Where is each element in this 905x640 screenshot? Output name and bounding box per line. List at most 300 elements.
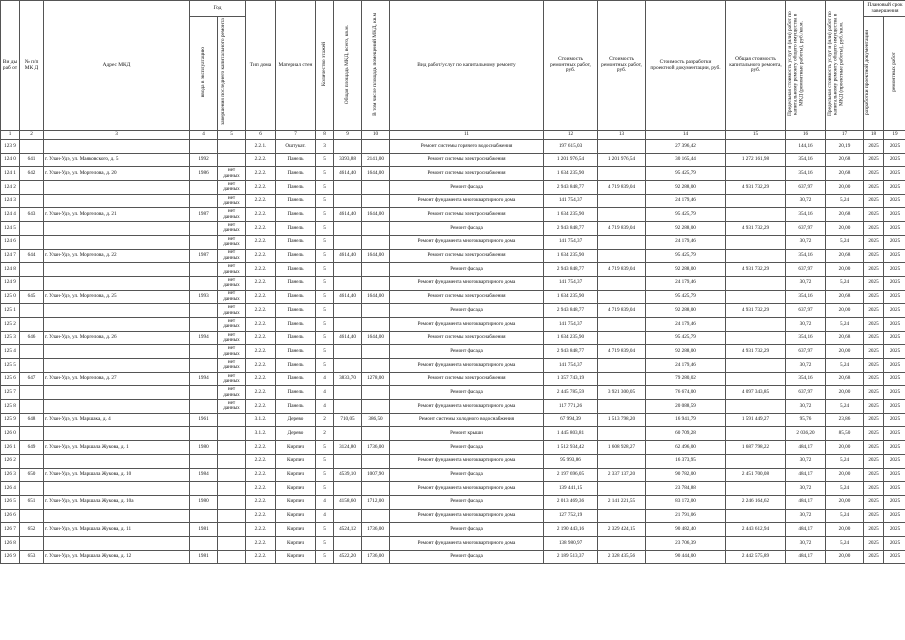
- cell-limit-cost-1: 30,72: [786, 509, 826, 523]
- cell-limit-cost-2: 20,68: [826, 290, 864, 304]
- cell-premises-area: [362, 386, 390, 400]
- cell-premises-area: [362, 181, 390, 195]
- cell-repair-cost: 141 754,37: [544, 235, 598, 249]
- cell-total-area: 3124,80: [334, 441, 362, 455]
- cell-limit-cost-1: 30,72: [786, 400, 826, 414]
- cell-limit-cost-1: 637,97: [786, 181, 826, 195]
- cell-design-cost: 90 782,00: [646, 468, 726, 482]
- cell-plan-repair: 2025: [884, 413, 905, 427]
- cell-total-cost: [726, 208, 786, 222]
- cell-repair-cost: 2 189 513,37: [544, 550, 598, 564]
- cell-repair-cost-2: [598, 427, 646, 441]
- cell-year-built: [190, 317, 218, 331]
- header-plan-repair-text: ремонтных работ: [891, 52, 898, 93]
- cell-limit-cost-1: 30,72: [786, 317, 826, 331]
- cell-house-type: 2.2.2.: [246, 359, 276, 373]
- cell-limit-cost-1: 354,16: [786, 208, 826, 222]
- cell-limit-cost-1: 95,76: [786, 413, 826, 427]
- cell-plan-repair: 2025: [884, 400, 905, 414]
- cell-total-area: 4614,40: [334, 290, 362, 304]
- cell-num-mkd: 643: [20, 208, 44, 222]
- cell-limit-cost-1: 30,72: [786, 359, 826, 373]
- cell-floors: 5: [316, 550, 334, 564]
- cell-repair-cost: 141 754,37: [544, 359, 598, 373]
- cell-limit-cost-2: 20,68: [826, 167, 864, 181]
- cell-total-area: [334, 222, 362, 236]
- cell-work-type: Ремонт системы электроснабжения: [390, 372, 544, 386]
- cell-year-built: [190, 222, 218, 236]
- cell-year-built: 1992: [190, 153, 218, 167]
- header-plan-repair: [884, 17, 905, 131]
- cell-year-built: [190, 304, 218, 318]
- cell-repair-cost-2: [598, 331, 646, 345]
- header-plan-group: Плановый срок завершения: [864, 1, 905, 17]
- cell-year-last-repair: [218, 413, 246, 427]
- cell-total-area: [334, 140, 362, 154]
- cell-total-cost: 4 931 732,29: [726, 263, 786, 277]
- header-plan-design-text: разработки проектной документации: [864, 29, 870, 115]
- column-number-cell: 5: [218, 131, 246, 140]
- cell-year-last-repair: [218, 509, 246, 523]
- cell-year-last-repair: нет данных: [218, 208, 246, 222]
- cell-repair-cost-2: 4 719 839,04: [598, 304, 646, 318]
- cell-total-cost: [726, 509, 786, 523]
- cell-premises-area: [362, 317, 390, 331]
- cell-address: [44, 194, 190, 208]
- cell-vid-rabot: 125 1: [1, 304, 20, 318]
- cell-floors: 4: [316, 386, 334, 400]
- cell-vid-rabot: 126 5: [1, 495, 20, 509]
- cell-repair-cost-2: [598, 482, 646, 496]
- cell-vid-rabot: 126 6: [1, 509, 20, 523]
- cell-limit-cost-2: 85,50: [826, 427, 864, 441]
- table-row: [1, 427, 905, 441]
- cell-address: г. Улан-Удэ, ул. Моргелова, д. 20: [44, 167, 190, 181]
- cell-plan-repair: 2025: [884, 372, 905, 386]
- cell-total-cost: 2 451 700,08: [726, 468, 786, 482]
- cell-limit-cost-1: 484,17: [786, 550, 826, 564]
- cell-vid-rabot: 124 5: [1, 222, 20, 236]
- cell-wall-material: Панель: [276, 194, 316, 208]
- cell-wall-material: Панель: [276, 181, 316, 195]
- cell-house-type: 2.2.2.: [246, 317, 276, 331]
- cell-year-built: [190, 509, 218, 523]
- cell-work-type: Ремонт фундамента многоквартирного дома: [390, 235, 544, 249]
- header-limit-cost-2-text: Предельная стоимость услуг и (или) работ по капитальному ремонту общего имущества в МКД (проектные работы), руб./кв.м.: [826, 11, 844, 117]
- cell-repair-cost: 141 754,37: [544, 194, 598, 208]
- cell-address: [44, 304, 190, 318]
- cell-year-built: 1994: [190, 372, 218, 386]
- cell-total-area: [334, 345, 362, 359]
- table-row: [1, 400, 905, 414]
- cell-design-cost: 62 496,00: [646, 441, 726, 455]
- cell-wall-material: Панель: [276, 208, 316, 222]
- column-number-cell: 11: [390, 131, 544, 140]
- cell-plan-design: 2025: [864, 167, 884, 181]
- cell-vid-rabot: 124 8: [1, 263, 20, 277]
- table-row: [1, 208, 905, 222]
- cell-year-last-repair: [218, 550, 246, 564]
- cell-plan-design: 2025: [864, 263, 884, 277]
- cell-vid-rabot: 124 4: [1, 208, 20, 222]
- cell-year-built: [190, 536, 218, 550]
- cell-total-cost: 2 246 164,62: [726, 495, 786, 509]
- cell-repair-cost: 2 445 785,59: [544, 386, 598, 400]
- cell-work-type: Ремонт фасада: [390, 386, 544, 400]
- cell-limit-cost-2: 20,19: [826, 140, 864, 154]
- cell-year-built: 1987: [190, 249, 218, 263]
- cell-work-type: Ремонт крыши: [390, 427, 544, 441]
- cell-year-built: [190, 427, 218, 441]
- cell-total-cost: [726, 454, 786, 468]
- cell-total-cost: 1 272 161,98: [726, 153, 786, 167]
- cell-limit-cost-2: 20,00: [826, 263, 864, 277]
- table-row: [1, 235, 905, 249]
- column-number-row: [1, 131, 905, 140]
- cell-limit-cost-1: 2 036,20: [786, 427, 826, 441]
- cell-num-mkd: 641: [20, 153, 44, 167]
- cell-wall-material: Кирпич: [276, 550, 316, 564]
- cell-plan-design: 2025: [864, 509, 884, 523]
- cell-year-built: [190, 140, 218, 154]
- cell-total-cost: 4 931 732,29: [726, 345, 786, 359]
- cell-plan-repair: 2025: [884, 208, 905, 222]
- cell-year-last-repair: [218, 523, 246, 537]
- cell-design-cost: 20 088,59: [646, 400, 726, 414]
- cell-limit-cost-1: 484,17: [786, 468, 826, 482]
- column-number-cell: 4: [190, 131, 218, 140]
- cell-vid-rabot: 124 3: [1, 194, 20, 208]
- cell-limit-cost-2: 20,68: [826, 208, 864, 222]
- cell-work-type: Ремонт системы электроснабжения: [390, 167, 544, 181]
- cell-plan-repair: 2025: [884, 441, 905, 455]
- cell-work-type: Ремонт фундамента многоквартирного дома: [390, 454, 544, 468]
- cell-floors: 5: [316, 482, 334, 496]
- header-floors: [316, 1, 334, 131]
- cell-vid-rabot: 126 8: [1, 536, 20, 550]
- cell-design-cost: 92 288,00: [646, 345, 726, 359]
- cell-year-last-repair: [218, 468, 246, 482]
- cell-address: г. Улан-Удэ, ул. Маршала Жукова, д. 10: [44, 468, 190, 482]
- table-row: [1, 153, 905, 167]
- cell-vid-rabot: 124 1: [1, 167, 20, 181]
- cell-vid-rabot: 125 0: [1, 290, 20, 304]
- cell-total-area: [334, 276, 362, 290]
- cell-year-built: [190, 276, 218, 290]
- cell-total-area: 4524,12: [334, 523, 362, 537]
- cell-work-type: Ремонт системы электроснабжения: [390, 290, 544, 304]
- cell-limit-cost-1: 484,17: [786, 523, 826, 537]
- header-total-cost: Общая стоимость капитального ремонта, руб.: [726, 1, 786, 131]
- cell-limit-cost-2: 20,00: [826, 386, 864, 400]
- cell-work-type: Ремонт системы электроснабжения: [390, 249, 544, 263]
- cell-num-mkd: [20, 304, 44, 318]
- table-row: [1, 249, 905, 263]
- cell-house-type: 2.2.2.: [246, 523, 276, 537]
- cell-floors: 5: [316, 468, 334, 482]
- cell-limit-cost-2: 5,24: [826, 400, 864, 414]
- cell-total-cost: 4 931 732,29: [726, 304, 786, 318]
- cell-address: г. Улан-Удэ, ул. Моргелова, д. 26: [44, 331, 190, 345]
- cell-floors: 2: [316, 413, 334, 427]
- cell-plan-design: 2025: [864, 290, 884, 304]
- cell-repair-cost: 2 197 696,05: [544, 468, 598, 482]
- column-number-cell: 12: [544, 131, 598, 140]
- cell-plan-repair: 2025: [884, 235, 905, 249]
- cell-plan-design: 2025: [864, 194, 884, 208]
- cell-premises-area: 1712,00: [362, 495, 390, 509]
- cell-vid-rabot: 126 1: [1, 441, 20, 455]
- cell-premises-area: 1644,00: [362, 331, 390, 345]
- cell-premises-area: 1644,00: [362, 208, 390, 222]
- cell-repair-cost: 2 943 848,77: [544, 181, 598, 195]
- table-row: [1, 509, 905, 523]
- cell-num-mkd: 650: [20, 468, 44, 482]
- table-row: [1, 290, 905, 304]
- cell-total-area: 710,05: [334, 413, 362, 427]
- cell-num-mkd: [20, 194, 44, 208]
- cell-total-cost: [726, 400, 786, 414]
- cell-year-last-repair: нет данных: [218, 276, 246, 290]
- cell-total-cost: [726, 290, 786, 304]
- cell-year-last-repair: нет данных: [218, 249, 246, 263]
- cell-limit-cost-2: 20,68: [826, 153, 864, 167]
- header-year-last-repair-text: завершения последнего капитального ремонта: [219, 18, 226, 126]
- cell-year-last-repair: нет данных: [218, 263, 246, 277]
- cell-total-area: 3393,88: [334, 153, 362, 167]
- cell-repair-cost-2: [598, 167, 646, 181]
- cell-total-area: 4614,40: [334, 167, 362, 181]
- cell-premises-area: [362, 454, 390, 468]
- cell-repair-cost: 138 980,97: [544, 536, 598, 550]
- table-row: [1, 386, 905, 400]
- cell-address: г. Улан-Удэ, ул. Моргелова, д. 22: [44, 249, 190, 263]
- cell-total-area: [334, 454, 362, 468]
- cell-repair-cost: 1 634 235,90: [544, 208, 598, 222]
- cell-address: [44, 536, 190, 550]
- table-body: [1, 140, 905, 564]
- cell-address: г. Улан-Удэ, ул. Моргелова, д. 25: [44, 290, 190, 304]
- cell-vid-rabot: 126 3: [1, 468, 20, 482]
- cell-plan-design: 2025: [864, 304, 884, 318]
- cell-work-type: Ремонт системы электроснабжения: [390, 208, 544, 222]
- cell-design-cost: 92 288,00: [646, 222, 726, 236]
- cell-vid-rabot: 126 4: [1, 482, 20, 496]
- cell-wall-material: Панель: [276, 263, 316, 277]
- cell-year-last-repair: [218, 153, 246, 167]
- cell-limit-cost-2: 20,00: [826, 495, 864, 509]
- cell-house-type: 2.2.2.: [246, 331, 276, 345]
- cell-address: [44, 345, 190, 359]
- cell-num-mkd: 653: [20, 550, 44, 564]
- cell-limit-cost-1: 637,97: [786, 304, 826, 318]
- cell-floors: 5: [316, 454, 334, 468]
- cell-total-area: [334, 181, 362, 195]
- cell-num-mkd: 646: [20, 331, 44, 345]
- cell-house-type: 2.2.2.: [246, 386, 276, 400]
- cell-total-area: 4614,40: [334, 208, 362, 222]
- cell-limit-cost-1: 30,72: [786, 536, 826, 550]
- cell-repair-cost: 1 634 235,90: [544, 331, 598, 345]
- table-row: [1, 345, 905, 359]
- cell-year-built: [190, 400, 218, 414]
- cell-design-cost: 92 288,00: [646, 181, 726, 195]
- cell-house-type: 2.2.2.: [246, 509, 276, 523]
- cell-limit-cost-2: 5,24: [826, 509, 864, 523]
- cell-plan-repair: 2025: [884, 427, 905, 441]
- header-premises-area: [362, 1, 390, 131]
- header-design-cost: Стоимость разработки проектной документации, руб.: [646, 1, 726, 131]
- cell-year-last-repair: нет данных: [218, 345, 246, 359]
- cell-plan-repair: 2025: [884, 482, 905, 496]
- cell-total-area: [334, 304, 362, 318]
- cell-year-last-repair: нет данных: [218, 222, 246, 236]
- cell-num-mkd: [20, 400, 44, 414]
- cell-num-mkd: 647: [20, 372, 44, 386]
- cell-limit-cost-1: 354,16: [786, 249, 826, 263]
- cell-limit-cost-1: 637,97: [786, 263, 826, 277]
- cell-address: [44, 482, 190, 496]
- cell-plan-repair: 2025: [884, 536, 905, 550]
- cell-wall-material: Панель: [276, 235, 316, 249]
- cell-wall-material: Панель: [276, 167, 316, 181]
- cell-plan-repair: 2025: [884, 550, 905, 564]
- header-limit-cost-1-text: Предельная стоимость услуг и (или) работ по капитальному ремонту общего имущества в МКД (ремонтные работы), руб./кв.м.: [786, 11, 804, 117]
- cell-wall-material: Панель: [276, 249, 316, 263]
- cell-year-built: [190, 194, 218, 208]
- cell-floors: 2: [316, 427, 334, 441]
- cell-premises-area: 1278,00: [362, 372, 390, 386]
- cell-design-cost: 83 172,00: [646, 495, 726, 509]
- cell-plan-repair: 2025: [884, 290, 905, 304]
- cell-premises-area: [362, 140, 390, 154]
- cell-total-area: 4522,20: [334, 550, 362, 564]
- cell-year-last-repair: [218, 536, 246, 550]
- cell-limit-cost-2: 5,24: [826, 276, 864, 290]
- cell-plan-design: 2025: [864, 331, 884, 345]
- cell-address: [44, 386, 190, 400]
- cell-plan-design: 2025: [864, 208, 884, 222]
- cell-total-cost: 1 687 798,22: [726, 441, 786, 455]
- cell-total-cost: [726, 249, 786, 263]
- cell-repair-cost-2: [598, 194, 646, 208]
- column-number-cell: 6: [246, 131, 276, 140]
- table-row: [1, 263, 905, 277]
- cell-repair-cost: 2 943 848,77: [544, 345, 598, 359]
- cell-plan-design: 2025: [864, 235, 884, 249]
- cell-address: г. Улан-Удэ, ул. Маршала Жукова, д. 1: [44, 441, 190, 455]
- cell-address: [44, 359, 190, 373]
- cell-floors: 5: [316, 208, 334, 222]
- cell-plan-repair: 2025: [884, 181, 905, 195]
- cell-design-cost: 21 791,06: [646, 509, 726, 523]
- table-row: [1, 454, 905, 468]
- cell-total-area: [334, 194, 362, 208]
- cell-house-type: 2.2.2.: [246, 194, 276, 208]
- cell-limit-cost-1: 637,97: [786, 386, 826, 400]
- cell-design-cost: 90 482,40: [646, 523, 726, 537]
- cell-vid-rabot: 124 0: [1, 153, 20, 167]
- cell-plan-design: 2025: [864, 468, 884, 482]
- cell-repair-cost-2: 4 719 839,04: [598, 345, 646, 359]
- table-row: [1, 523, 905, 537]
- cell-house-type: 2.2.2.: [246, 249, 276, 263]
- cell-total-cost: [726, 276, 786, 290]
- cell-premises-area: 1736,00: [362, 441, 390, 455]
- cell-floors: 4: [316, 372, 334, 386]
- table-row: [1, 222, 905, 236]
- cell-design-cost: 95 425,79: [646, 290, 726, 304]
- cell-limit-cost-2: 5,24: [826, 536, 864, 550]
- cell-repair-cost-2: 2 328 435,56: [598, 550, 646, 564]
- cell-design-cost: 92 288,00: [646, 304, 726, 318]
- cell-repair-cost-2: [598, 208, 646, 222]
- cell-year-last-repair: [218, 140, 246, 154]
- cell-year-last-repair: [218, 427, 246, 441]
- cell-design-cost: 95 425,79: [646, 331, 726, 345]
- cell-year-built: 1984: [190, 468, 218, 482]
- cell-work-type: Ремонт системы горячего водоснабжения: [390, 140, 544, 154]
- cell-design-cost: 76 674,00: [646, 386, 726, 400]
- cell-plan-repair: 2025: [884, 317, 905, 331]
- cell-vid-rabot: 125 8: [1, 400, 20, 414]
- cell-address: г. Улан-Удэ, ул. Маршала Жукова, д. 12: [44, 550, 190, 564]
- cell-premises-area: 2141,00: [362, 153, 390, 167]
- cell-repair-cost: 2 943 848,77: [544, 304, 598, 318]
- cell-year-built: [190, 235, 218, 249]
- cell-limit-cost-1: 30,72: [786, 454, 826, 468]
- cell-limit-cost-1: 30,72: [786, 194, 826, 208]
- cell-limit-cost-1: 30,72: [786, 482, 826, 496]
- cell-wall-material: Кирпич: [276, 441, 316, 455]
- cell-repair-cost: 117 771,26: [544, 400, 598, 414]
- cell-repair-cost-2: [598, 249, 646, 263]
- cell-plan-design: 2025: [864, 276, 884, 290]
- header-num-mkd: № п/п МК Д: [20, 1, 44, 131]
- cell-design-cost: 24 179,46: [646, 194, 726, 208]
- cell-work-type: Ремонт фундамента многоквартирного дома: [390, 536, 544, 550]
- cell-vid-rabot: 126 2: [1, 454, 20, 468]
- cell-design-cost: 90 444,00: [646, 550, 726, 564]
- cell-num-mkd: [20, 359, 44, 373]
- cell-repair-cost-2: 2 329 424,15: [598, 523, 646, 537]
- cell-plan-design: 2025: [864, 345, 884, 359]
- cell-num-mkd: [20, 386, 44, 400]
- cell-work-type: Ремонт фасада: [390, 495, 544, 509]
- cell-premises-area: [362, 222, 390, 236]
- cell-address: [44, 235, 190, 249]
- cell-work-type: Ремонт фасада: [390, 222, 544, 236]
- cell-floors: 5: [316, 536, 334, 550]
- column-number-cell: 18: [864, 131, 884, 140]
- cell-num-mkd: 651: [20, 495, 44, 509]
- cell-plan-repair: 2025: [884, 468, 905, 482]
- cell-vid-rabot: 126 7: [1, 523, 20, 537]
- cell-premises-area: [362, 276, 390, 290]
- cell-wall-material: Панель: [276, 290, 316, 304]
- cell-plan-design: 2025: [864, 523, 884, 537]
- cell-wall-material: Кирпич: [276, 509, 316, 523]
- cell-plan-repair: 2025: [884, 495, 905, 509]
- cell-premises-area: 1644,00: [362, 290, 390, 304]
- cell-limit-cost-2: 5,24: [826, 317, 864, 331]
- header-premises-area-text: В том числе площадь помещений МКД, кв.м: [371, 12, 378, 116]
- cell-premises-area: [362, 194, 390, 208]
- cell-total-cost: [726, 235, 786, 249]
- header-year-built: [190, 17, 218, 131]
- cell-design-cost: 60 709,28: [646, 427, 726, 441]
- cell-plan-design: 2025: [864, 249, 884, 263]
